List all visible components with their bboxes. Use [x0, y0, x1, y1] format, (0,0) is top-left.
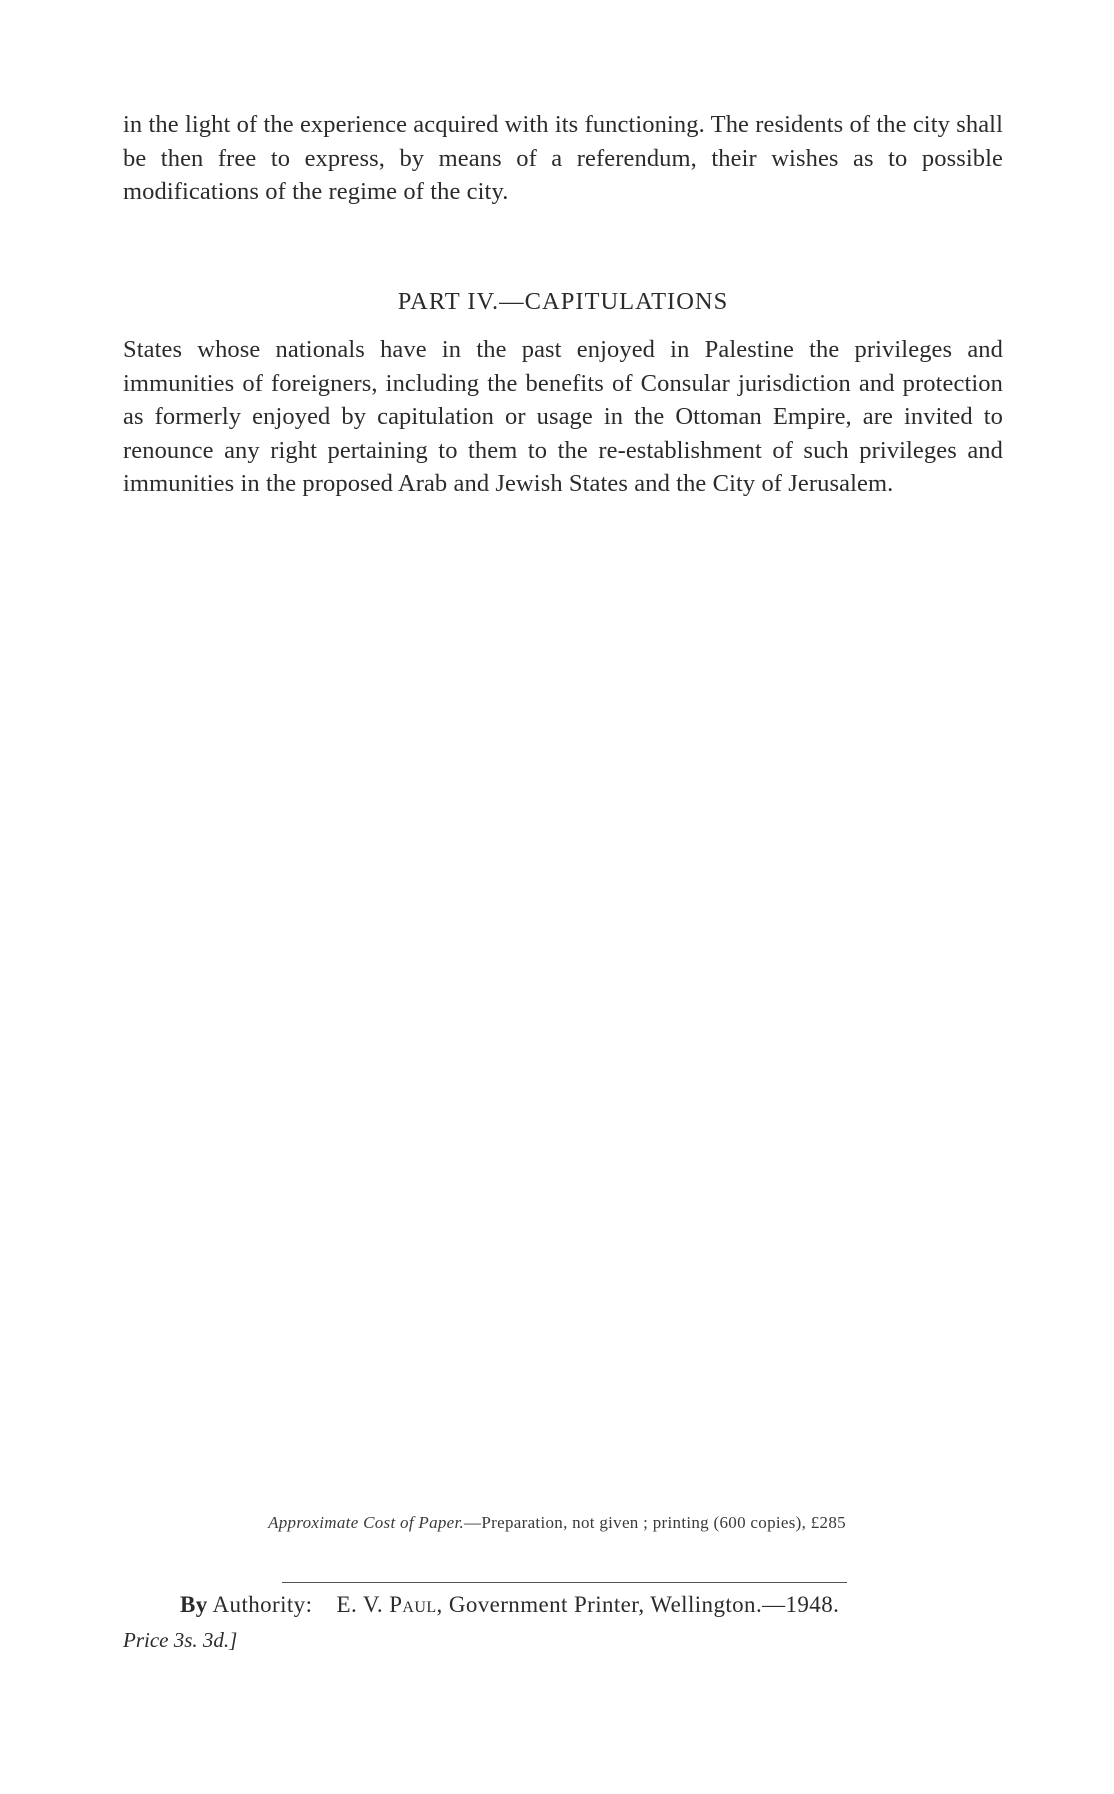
footer-divider: [282, 1582, 847, 1583]
price-value: 3s. 3d.]: [173, 1628, 238, 1652]
cost-detail: —Preparation, not given ; printing (600 copies), £285: [464, 1513, 846, 1532]
price-line: [123, 1628, 237, 1653]
paragraph-regime-review: in the light of the experience acquired with its functioning. The residents of the city shall be then free to express, by means of a referendum, their wishes as to possible modifications of the regime of the city.: [123, 111, 1003, 205]
cost-label: Approximate Cost of Paper.: [268, 1513, 465, 1532]
printer-rest: Government Printer, Wellington.—1948.: [448, 1592, 840, 1617]
section-heading-capitulations: PART IV.—CAPITULATIONS: [397, 288, 729, 315]
printer-initials: E. V.: [336, 1592, 384, 1617]
cost-of-paper-note: [0, 1513, 1114, 1533]
printer-surname: Paul,: [389, 1592, 443, 1617]
paragraph-capitulations: States whose nationals have in the past enjoyed in Palestine the privileges and immunities of foreigners, including the benefits of Consular jurisdiction and protection as formerly enjoyed by capitulation or usage in the Ottoman Empire, are invited to renounce any right pertaining to them to the re-establishment of such privileges and immunities in the proposed Arab and Jewish States and the City of Jerusalem.: [123, 336, 1003, 497]
authority-by: By: [180, 1592, 208, 1617]
price-label: Price: [123, 1628, 169, 1652]
authority-label: Authority:: [212, 1592, 313, 1617]
authority-line: [180, 1592, 839, 1618]
